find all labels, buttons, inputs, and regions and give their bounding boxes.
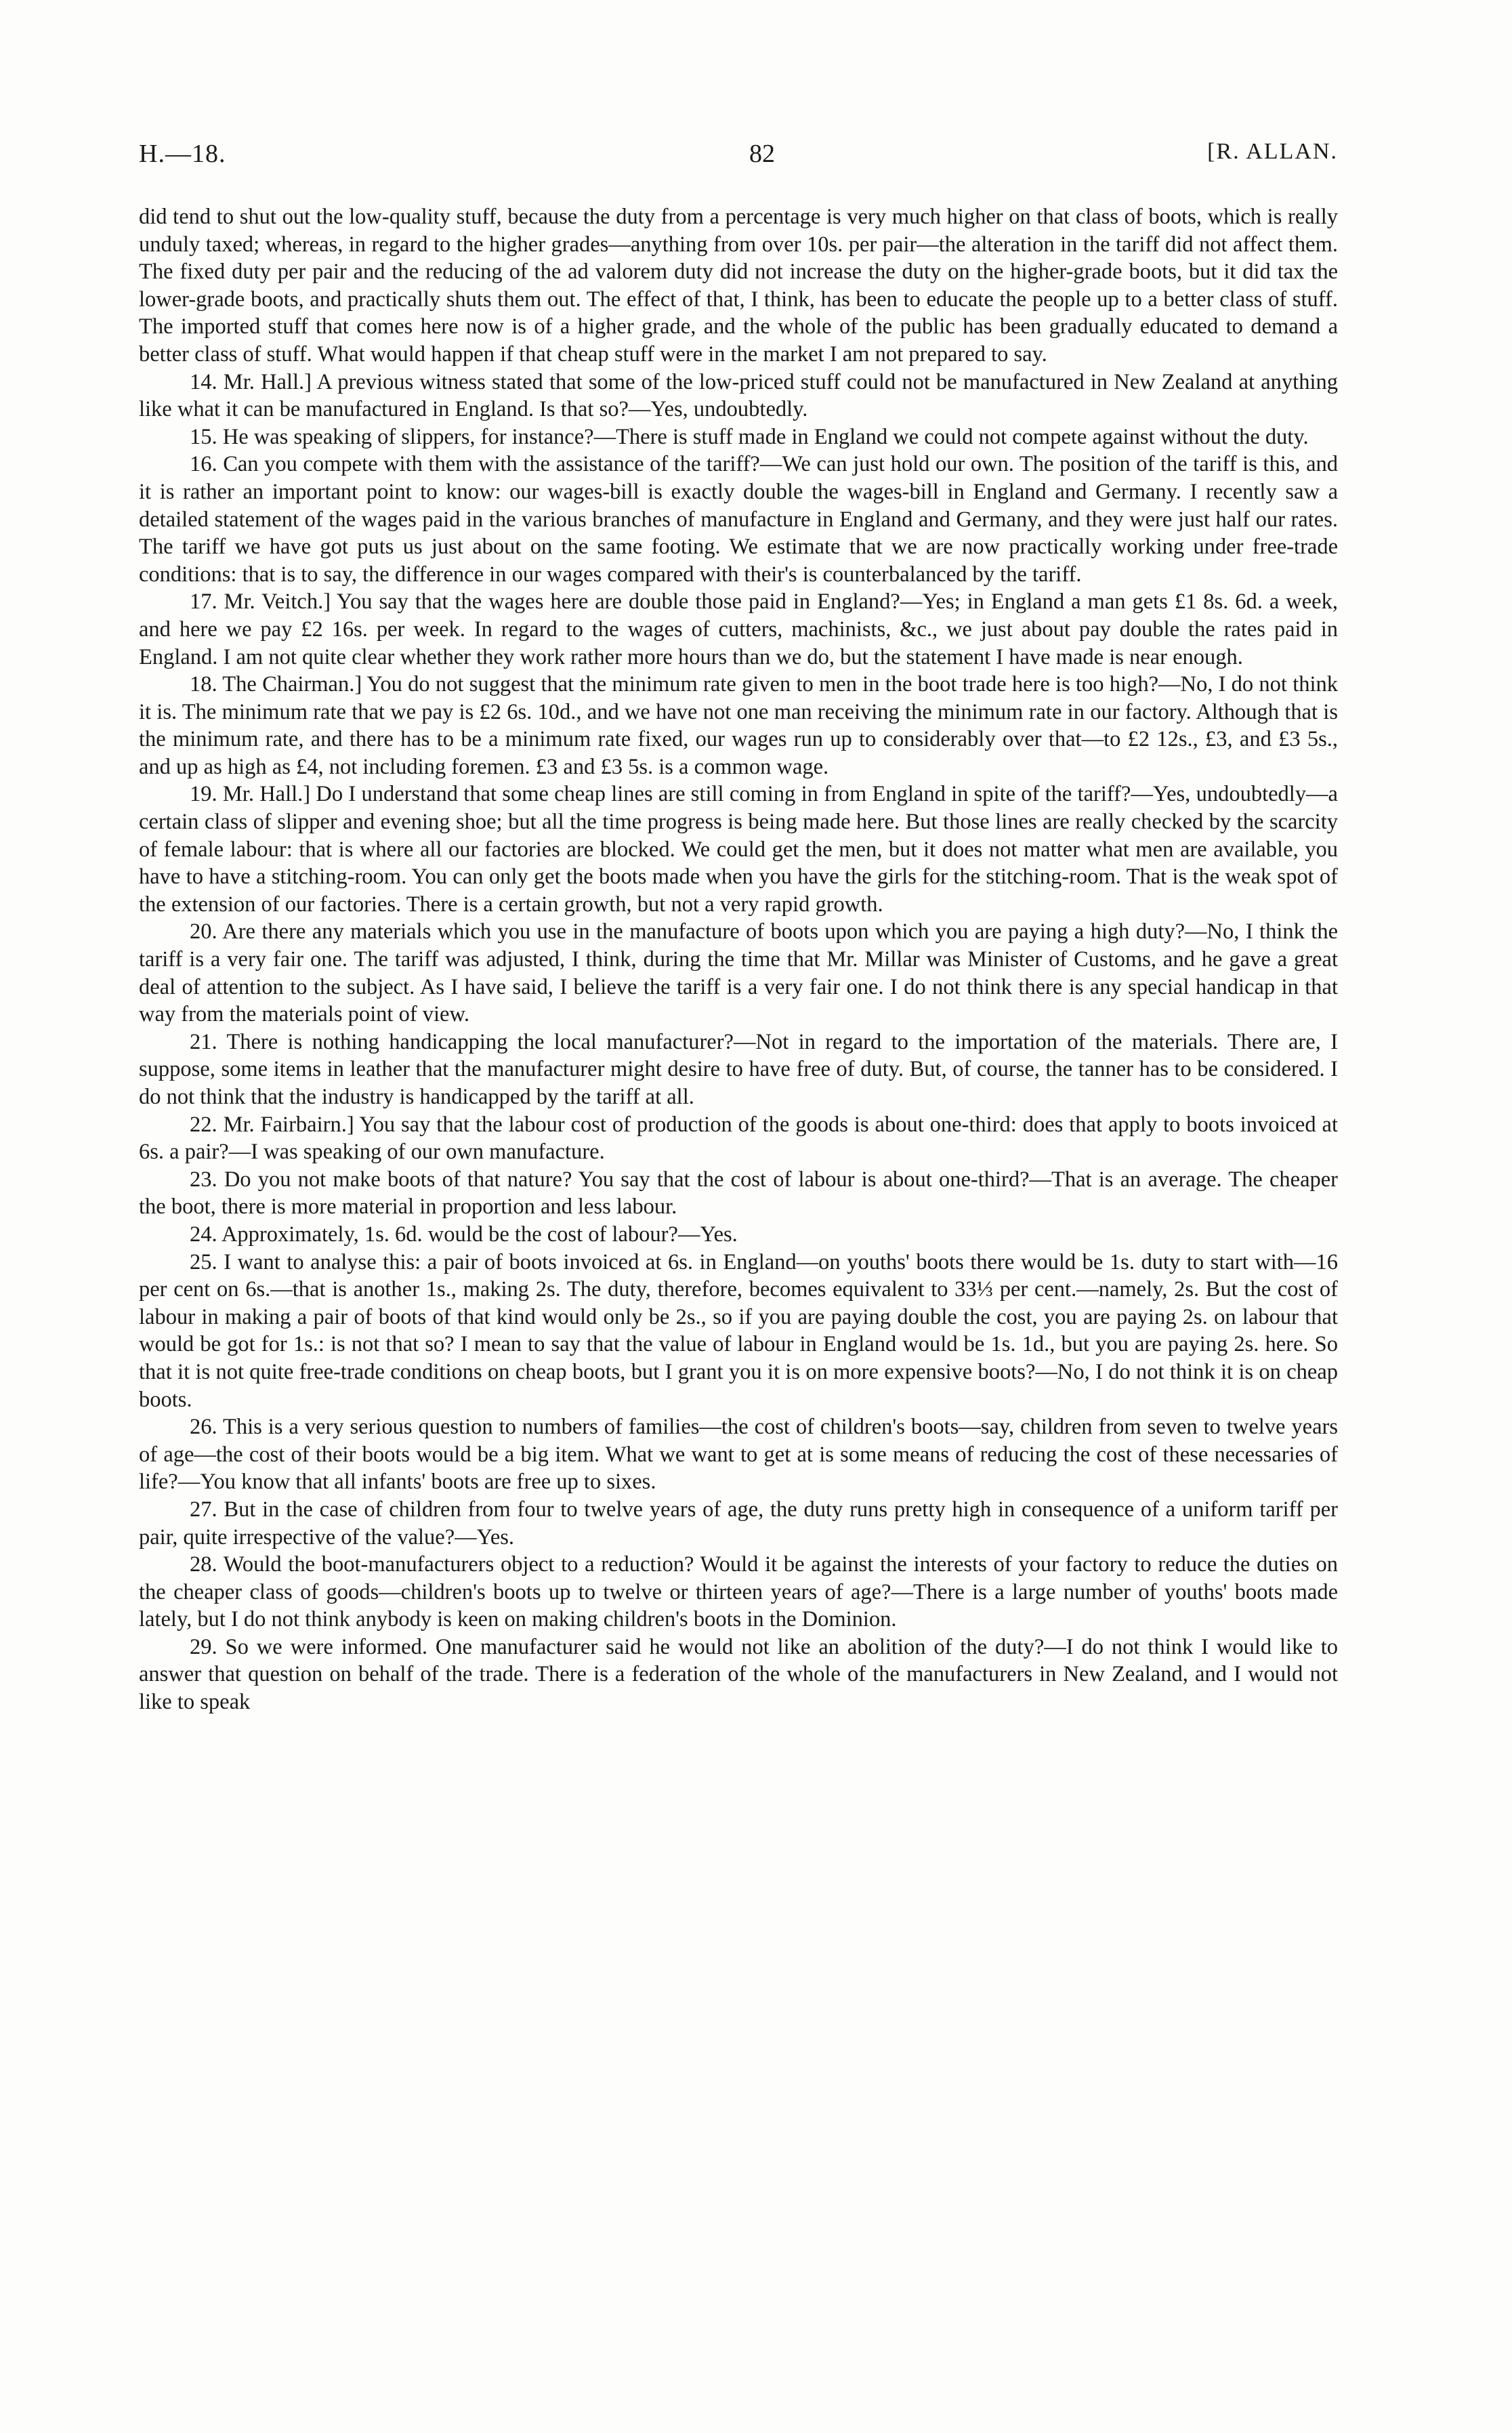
question-23: 23. Do you not make boots of that nature? You say that the cost of labour is about one-third?—That is an average. The cheaper the boot, there is more material in proportion and less labour. — [139, 1167, 1338, 1220]
question-18: 18. The Chairman.] You do not suggest that the minimum rate given to men in the boot trade here is too high?—No, I do not think it is. The minimum rate that we pay is £2 6s. 10d., and we have not one man receiving the minimum rate in our factory. Although that is the minimum rate, and there has to be a minimum rate fixed, our wages run up to considerably over that—to £2 12s., £3, and £3 5s., and up as high as £4, not including foremen. £3 and £3 5s. is a common wage. — [139, 672, 1338, 779]
question-16: 16. Can you compete with them with the assistance of the tariff?—We can just hold our own. The position of the tariff is this, and it is rather an important point to know: our wages-bill is exactly double the wages-bill in England and Germany. I recently saw a detailed statement of the wages paid in the various branches of manufacture in England and Germany, and they were just half our rates. The tariff we have got puts us just about on the same footing. We estimate that we are now practically working under free-trade conditions: that is to say, the difference in our wages compared with their's is counterbalanced by the tariff. — [139, 452, 1338, 587]
question-15: 15. He was speaking of slippers, for instance?—There is stuff made in England we could not compete against without the duty. — [190, 424, 1309, 449]
page-header — [139, 139, 1338, 180]
question-20: 20. Are there any materials which you use in the manufacture of boots upon which you are paying a high duty?—No, I think the tariff is a very fair one. The tariff was adjusted, I think, during the time that Mr. Millar was Minister of Customs, and he gave a great deal of attention to the subject. As I have said, I believe the tariff is a very fair one. I do not think there is any special handicap in that way from the materials point of view. — [139, 919, 1338, 1027]
paper-reference: H.—18. — [139, 140, 226, 168]
question-25: 25. I want to analyse this: a pair of boots invoiced at 6s. in England—on youths' boots there would be 1s. duty to start with—16 per cent on 6s.—that is another 1s., making 2s. The duty, therefore, becomes equivalent to 33⅓ per cent.—namely, 2s. But the cost of labour in making a pair of boots of that kind would only be 2s., so if you are paying double the cost, you are paying 2s. on labour that would be got for 1s.: is not that so? I mean to say that the value of labour in England would be 1s. 1d., but you are paying 2s. here. So that it is not quite free-trade conditions on cheap boots, but I grant you it is on more expensive boots?—No, I do not think it is on cheap boots. — [139, 1249, 1338, 1412]
paragraph-continuation: did tend to shut out the low-quality stuff, because the duty from a percentage is very much higher on that class of boots, which is really unduly taxed; whereas, in regard to the higher grades—anything from over 10s. per pair—the alteration in the tariff did not affect them. The fixed duty per pair and the reducing of the ad valorem duty did not increase the duty on the higher-grade boots, but it did tax the lower-grade boots, and practically shuts them out. The effect of that, I think, has been to educate the people up to a better class of stuff. The imported stuff that comes here now is of a higher grade, and the whole of the public has been gradually educated to demand a better class of stuff. What would happen if that cheap stuff were in the market I am not prepared to say. — [139, 205, 1338, 367]
witness-name: [R. ALLAN. — [1207, 139, 1338, 164]
question-29: 29. So we were informed. One manufacturer said he would not like an abolition of the duty?—I do not think I would like to answer that question on behalf of the trade. There is a federation of the whole of the manufacturers in New Zealand, and I would not like to speak — [139, 1634, 1338, 1715]
question-22: 22. Mr. Fairbairn.] You say that the labour cost of production of the goods is about one-third: does that apply to boots invoiced at 6s. a pair?—I was speaking of our own manufacture. — [139, 1112, 1338, 1165]
question-19: 19. Mr. Hall.] Do I understand that some cheap lines are still coming in from England in spite of the tariff?—Yes, undoubtedly—a certain class of slipper and evening shoe; but all the time progress is being made here. But those lines are really checked by the scarcity of female labour: that is where all our factories are blocked. We could get the men, but it does not matter what men are available, you have to have a stitching-room. You can only get the boots made when you have the girls for the stitching-room. That is the weak spot of the extension of our factories. There is a certain growth, but not a very rapid growth. — [139, 782, 1338, 917]
evidence-text — [139, 203, 1338, 1716]
question-21: 21. There is nothing handicapping the local manufacturer?—Not in regard to the importation of the materials. There are, I suppose, some items in leather that the manufacturer might desire to have free of duty. But, of course, the tanner has to be considered. I do not think that the industry is handicapped by the tariff at all. — [139, 1029, 1338, 1109]
question-17: 17. Mr. Veitch.] You say that the wages here are double those paid in England?—Yes; in England a man gets £1 8s. 6d. a week, and here we pay £2 16s. per week. In regard to the wages of cutters, machinists, &c., we just about pay double the rates paid in England. I am not quite clear whether they work rather more hours than we do, but the statement I have made is near enough. — [139, 589, 1338, 669]
question-28: 28. Would the boot-manufacturers object to a reduction? Would it be against the interests of your factory to reduce the duties on the cheaper class of goods—children's boots up to twelve or thirteen years of age?—There is a large number of youths' boots made lately, but I do not think anybody is keen on making children's boots in the Dominion. — [139, 1552, 1338, 1632]
question-26: 26. This is a very serious question to numbers of families—the cost of children's boots—say, children from seven to twelve years of age—the cost of their boots would be a big item. What we want to get at is some means of reducing the cost of these necessaries of life?—You know that all infants' boots are free up to sixes. — [139, 1415, 1338, 1495]
page-number: 82 — [749, 140, 775, 168]
question-24: 24. Approximately, 1s. 6d. would be the cost of labour?—Yes. — [190, 1222, 738, 1247]
question-27: 27. But in the case of children from four to twelve years of age, the duty runs pretty high in consequence of a uniform tariff per pair, quite irrespective of the value?—Yes. — [139, 1497, 1338, 1550]
question-14: 14. Mr. Hall.] A previous witness stated that some of the low-priced stuff could not be manufactured in New Zealand at anything like what it can be manufactured in England. Is that so?—Yes, undoubtedly. — [139, 369, 1338, 422]
